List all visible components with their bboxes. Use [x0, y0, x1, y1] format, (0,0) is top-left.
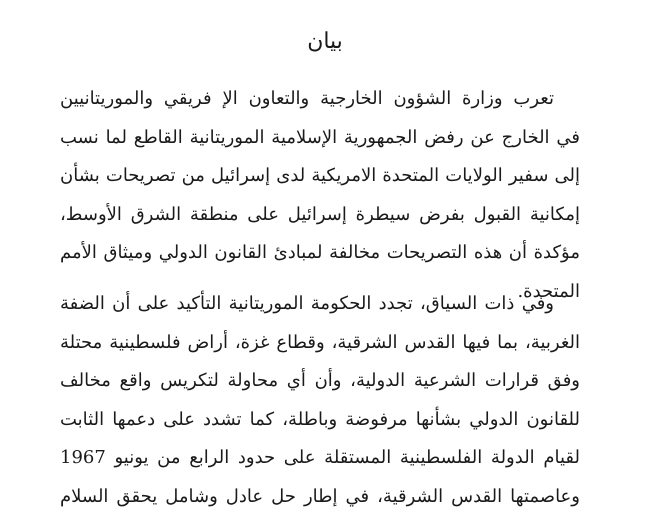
paragraph-line: إمكانية القبول بفرض سيطرة إسرائيل على منطقة الشرق الأوسط، — [60, 203, 580, 225]
document-title: بيان — [307, 29, 343, 54]
paragraph-line: للقانون الدولي بشأنها مرفوضة وباطلة، كما تشدد على دعمها الثابت — [60, 408, 580, 430]
paragraph-line: وفق قرارات الشرعية الدولية، وأن أي محاولة لتكريس واقع مخالف — [60, 370, 580, 391]
paragraph-line: مؤكدة أن هذه التصريحات مخالفة لمبادئ القانون الدولي وميثاق الأمم — [60, 242, 580, 263]
paragraph-line: لقيام الدولة الفلسطينية المستقلة على حدود الرابع من يونيو 1967 — [60, 447, 580, 468]
paragraph-line: المتحدة. — [517, 280, 580, 302]
paragraph-line: وفي ذات السياق، تجدد الحكومة الموريتانية التأكيد على أن الضفة — [60, 293, 554, 314]
paragraph-line: تعرب وزارة الشؤون الخارجية والتعاون الإ فريقي والموريتانيين — [60, 88, 554, 109]
paragraph-line: في الخارج عن رفض الجمهورية الإسلامية الموريتانية القاطع لما نسب — [60, 126, 580, 148]
paragraph-1 — [60, 80, 580, 311]
paragraph-line: إلى سفير الولايات المتحدة الامريكية لدى إسرائيل من تصريحات بشأن — [60, 165, 580, 186]
paragraph-line: الغربية، بما فيها القدس الشرقية، وقطاع غزة، أراض فلسطينية محتلة — [60, 331, 580, 353]
paragraph-line: وعاصمتها القدس الشرقية، في إطار حل عادل وشامل يحقق السلام — [60, 485, 580, 507]
paragraph-2 — [60, 285, 580, 507]
